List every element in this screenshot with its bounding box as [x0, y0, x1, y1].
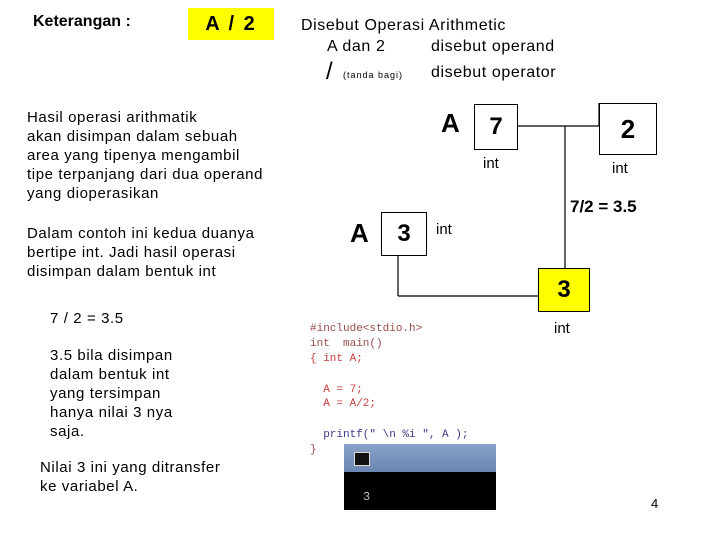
explanation-3: 3.5 bila disimpan dalam bentuk int yang tersimpan hanya nilai 3 nya saja. — [50, 347, 173, 440]
code-line-main: int main() — [310, 338, 383, 350]
console-icon — [354, 452, 370, 466]
expression-text: A / 2 — [205, 12, 257, 35]
explanation-4: Nilai 3 ini yang ditransfer ke variabel A. — [40, 459, 221, 495]
operand-desc: disebut operand — [431, 38, 555, 55]
division-result: 7/2 = 3.5 — [570, 197, 637, 216]
operator-desc: disebut operator — [431, 64, 557, 81]
operation-title: Disebut Operasi Arithmetic — [301, 17, 507, 34]
left-value-box — [381, 212, 427, 256]
right-value: 2 — [620, 113, 636, 144]
code-line-include: #include<stdio.h> — [310, 323, 423, 335]
code-line-printf: printf(" \n %i ", A ); — [310, 429, 469, 441]
result-type: int — [554, 320, 570, 337]
explanation-1: Hasil operasi arithmatik akan disimpan dalam sebuah area yang tipenya mengambil tipe terpanjang dari dua operand yang dioperasikan — [27, 109, 264, 202]
explanation-2: Dalam contoh ini kedua duanya bertipe int. Jadi hasil operasi disimpan dalam bentuk int — [27, 225, 255, 280]
right-type: int — [612, 160, 628, 177]
code-line-decl: { int A; — [310, 353, 363, 365]
left-value: 3 — [397, 220, 411, 247]
console-output: 3 — [363, 490, 371, 504]
slash-note: (tanda bagi) — [343, 70, 404, 80]
console-titlebar — [344, 444, 496, 472]
legend-label: Keterangan : — [33, 13, 131, 30]
result-value: 3 — [557, 276, 571, 303]
expression-box — [188, 8, 274, 40]
top-value-box — [474, 104, 518, 150]
code-line-divide: A = A/2; — [310, 398, 377, 410]
left-type: int — [436, 221, 452, 238]
page-number: 4 — [651, 496, 659, 511]
top-type: int — [483, 155, 499, 172]
top-var-label: A — [441, 108, 460, 138]
result-box — [538, 268, 590, 312]
calculation: 7 / 2 = 3.5 — [50, 310, 124, 327]
code-line-close: } — [310, 444, 317, 456]
top-value: 7 — [489, 113, 503, 140]
operand-names: A dan 2 — [327, 38, 386, 55]
right-value-box — [599, 103, 657, 155]
code-line-assign: A = 7; — [310, 384, 363, 396]
left-var-label: A — [350, 218, 369, 248]
slash-symbol: / — [326, 58, 333, 85]
